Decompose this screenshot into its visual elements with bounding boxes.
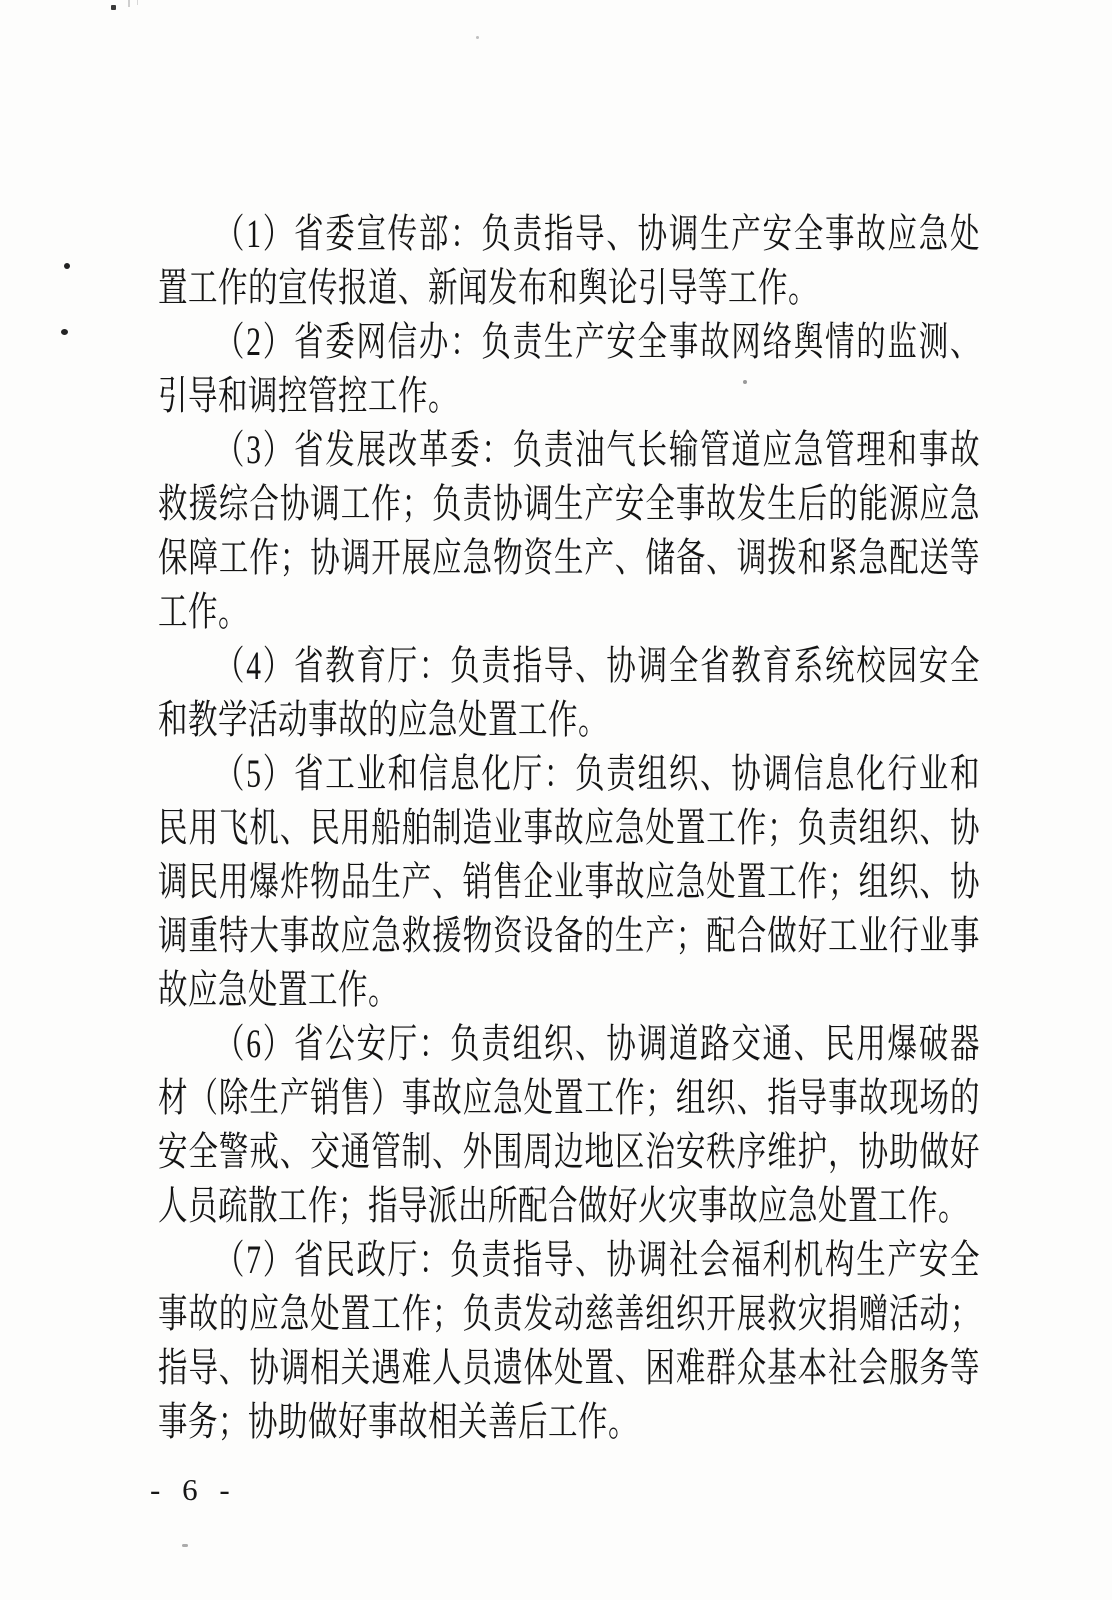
paragraph-1-propaganda-dept: （1）省委宣传部：负责指导、协调生产安全事故应急处置工作的宣传报道、新闻发布和舆论引导等工作。 bbox=[158, 213, 980, 311]
scan-speck bbox=[476, 36, 479, 39]
paragraph-7-civil-affairs-dept: （7）省民政厅：负责指导、协调社会福利机构生产安全事故的应急处置工作；负责发动慈善组织开展救灾捐赠活动；指导、协调相关遇难人员遗体处置、困难群众基本社会服务等事务；协助做好事故相关善后工作。 bbox=[158, 1239, 980, 1445]
paragraph-2-cyberspace-office: （2）省委网信办：负责生产安全事故网络舆情的监测、引导和调控管控工作。 bbox=[158, 321, 980, 419]
paragraph-3-development-reform-commission: （3）省发展改革委：负责油气长输管道应急管理和事故救援综合协调工作；负责协调生产安全事故发生后的能源应急保障工作；协调开展应急物资生产、储备、调拨和紧急配送等工作。 bbox=[158, 429, 980, 635]
scan-speck bbox=[182, 1544, 188, 1547]
scan-speck bbox=[64, 263, 70, 269]
page-number: - 6 - bbox=[150, 1472, 237, 1507]
paragraph-4-education-dept: （4）省教育厅：负责指导、协调全省教育系统校园安全和教学活动事故的应急处置工作。 bbox=[158, 645, 980, 743]
scan-speck bbox=[137, 0, 138, 5]
scan-speck bbox=[61, 329, 68, 335]
scan-speck bbox=[111, 5, 116, 10]
document-body bbox=[158, 208, 980, 1450]
paragraph-6-public-security-dept: （6）省公安厅：负责组织、协调道路交通、民用爆破器材（除生产销售）事故应急处置工作；组织、指导事故现场的安全警戒、交通管制、外围周边地区治安秩序维护，协助做好人员疏散工作；指导派出所配合做好火灾事故应急处置工作。 bbox=[158, 1023, 980, 1229]
scan-speck bbox=[128, 0, 130, 7]
paragraph-5-industry-information-dept: （5）省工业和信息化厅：负责组织、协调信息化行业和民用飞机、民用船舶制造业事故应急处置工作；负责组织、协调民用爆炸物品生产、销售企业事故应急处置工作；组织、协调重特大事故应急救援物资设备的生产；配合做好工业行业事故应急处置工作。 bbox=[158, 753, 980, 1013]
